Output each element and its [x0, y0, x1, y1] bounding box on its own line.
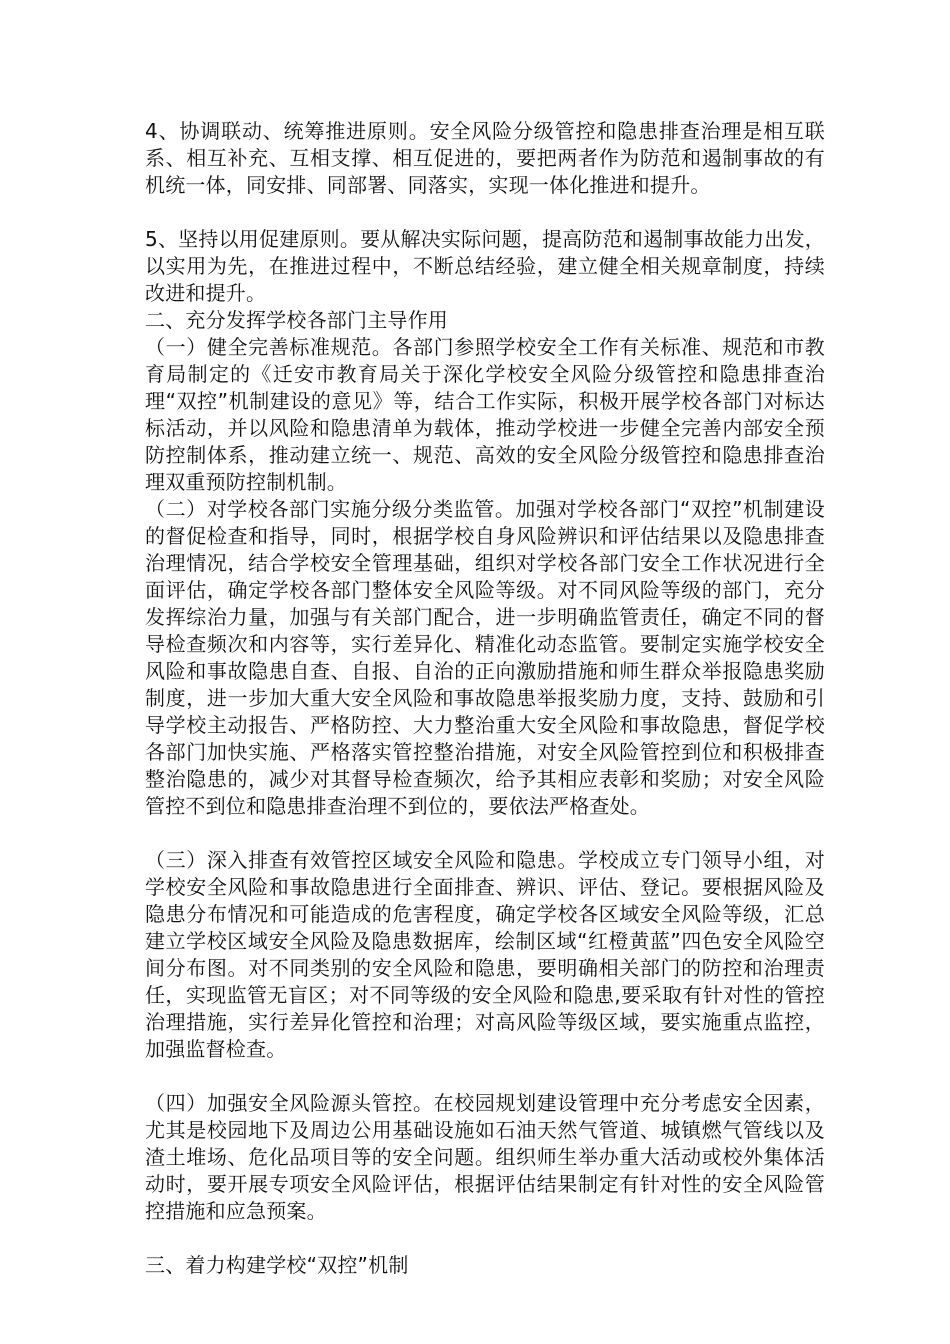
paragraph-principle-4: 4、协调联动、统筹推进原则。安全风险分级管控和隐患排查治理是相互联系、相互补充、互相支撑、相互促进的，要把两者作为防范和遏制事故的有机统一体，同安排、同部署、同落实，实现一体化推进和提升。: [145, 119, 825, 197]
paragraph-item-4: （四）加强安全风险源头管控。在校园规划建设管理中充分考虑安全因素，尤其是校园地下及周边公用基础设施如石油天然气管道、城镇燃气管线以及渣土堆场、危化品项目等的安全问题。组织师生举办重大活动或校外集体活动时，要开展专项安全风险评估，根据评估结果制定有针对性的安全风险管控措施和应急预案。: [145, 1091, 825, 1223]
section-heading-3: 三、着力构建学校“双控”机制: [145, 1253, 409, 1277]
paragraph-item-3: （三）深入排查有效管控区域安全风险和隐患。学校成立专门领导小组，对学校安全风险和事故隐患进行全面排查、辨识、评估、登记。要根据风险及隐患分布情况和可能造成的危害程度，确定学校各区域安全风险等级，汇总建立学校区域安全风险及隐患数据库，绘制区域“红橙黄蓝”四色安全风险空间分布图。对不同类别的安全风险和隐患，要明确相关部门的防控和治理责任，实现监管无盲区；对不同等级的安全风险和隐患,要采取有针对性的管控治理措施，实行差异化管控和治理；对高风险等级区域，要实施重点监控，加强监督检查。: [145, 848, 825, 1061]
document-page: [145, 118, 825, 1279]
section-heading-2: 二、充分发挥学校各部门主导作用: [145, 308, 448, 332]
paragraph-principle-5: 5、坚持以用促建原则。要从解决实际问题，提高防范和遏制事故能力出发，以实用为先，在推进过程中，不断总结经验，建立健全相关规章制度，持续改进和提升。: [145, 227, 825, 305]
paragraph-item-2: （二）对学校各部门实施分级分类监管。加强对学校各部门“双控”机制建设的督促检查和指导，同时，根据学校自身风险辨识和评估结果以及隐患排查治理情况，结合学校安全管理基础，组织对学校各部门安全工作状况进行全面评估，确定学校各部门整体安全风险等级。对不同风险等级的部门，充分发挥综治力量，加强与有关部门配合，进一步明确监管责任，确定不同的督导检查频次和内容等，实行差异化、精准化动态监管。要制定实施学校安全风险和事故隐患自查、自报、自治的正向激励措施和师生群众举报隐患奖励制度，进一步加大重大安全风险和事故隐患举报奖励力度，支持、鼓励和引导学校主动报告、严格防控、大力整治重大安全风险和事故隐患，督促学校各部门加快实施、严格落实管控整治措施，对安全风险管控到位和积极排查整治隐患的，减少对其督导检查频次，给予其相应表彰和奖励；对安全风险管控不到位和隐患排查治理不到位的，要依法严格查处。: [145, 497, 825, 818]
paragraph-item-1: （一）健全完善标准规范。各部门参照学校安全工作有关标准、规范和市教育局制定的《迁安市教育局关于深化学校安全风险分级管控和隐患排查治理“双控”机制建设的意见》等，结合工作实际，积极开展学校各部门对标达标活动，并以风险和隐患清单为载体，推动学校进一步健全完善内部安全预防控制体系，推动建立统一、规范、高效的安全风险分级管控和隐患排查治理双重预防控制机制。: [145, 335, 825, 494]
